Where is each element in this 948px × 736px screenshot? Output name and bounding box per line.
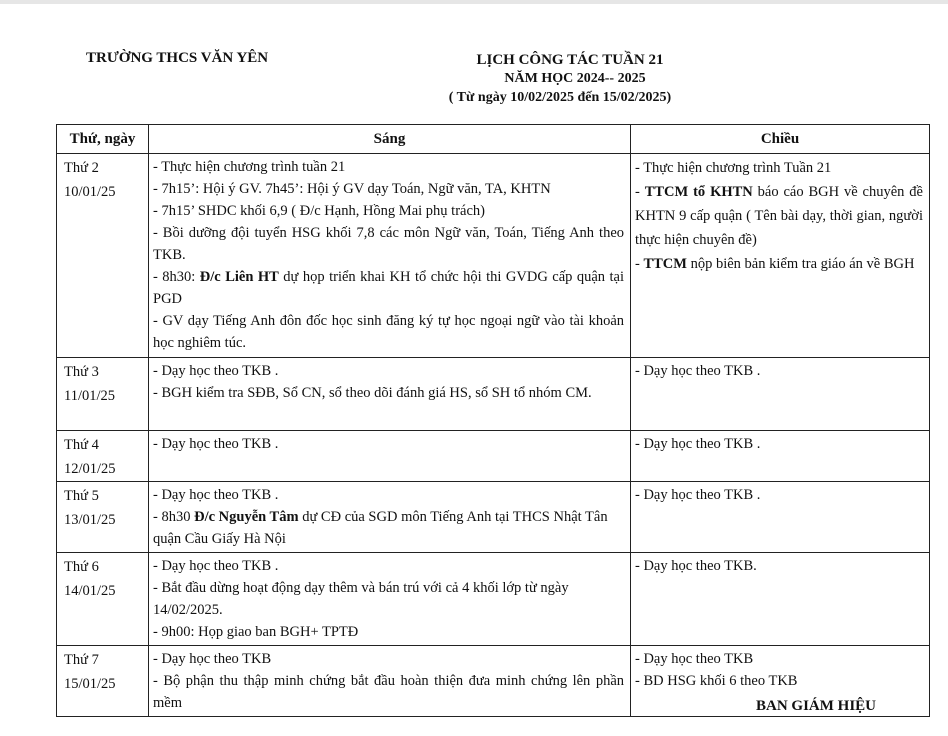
day-cell [57,431,149,482]
day-name: Thứ 3 [64,364,99,380]
header-morning: Sáng [149,125,631,154]
morning-item: - 7h15’: Hội ý GV. 7h45’: Hội ý GV dạy Toán, Ngữ văn, TA, KHTN [153,181,551,197]
day-cell [57,646,149,717]
afternoon-item: - Dạy học theo TKB [635,651,754,667]
morning-item: - Bộ phận thu thập minh chứng bắt đầu hoàn thiện đưa minh chứng lên phần mềm [153,673,624,711]
document-title [400,50,740,108]
schedule-table [56,124,930,717]
morning-item: - BGH kiểm tra SĐB, Sổ CN, sổ theo dõi đánh giá HS, sổ SH tổ nhóm CM. [153,385,592,401]
morning-item-rest: dự họp triển khai KH tổ chức hội thi GVDG cấp quận tại PGD [153,269,625,307]
day-date: 13/01/25 [64,512,116,528]
morning-cell [149,553,631,646]
morning-cell [149,358,631,431]
morning-item-prefix: - 8h30 [153,509,195,525]
afternoon-cell [631,482,930,553]
morning-item: - Dạy học theo TKB [153,651,272,667]
day-cell [57,553,149,646]
afternoon-item: - Dạy học theo TKB. [635,558,757,574]
school-name: TRƯỜNG THCS VĂN YÊN [86,50,269,66]
table-row [57,431,930,482]
day-date: 15/01/25 [64,676,116,692]
title-line-2: NĂM HỌC 2024-- 2025 [504,71,646,86]
morning-item: - Thực hiện chương trình tuần 21 [153,159,346,175]
day-cell [57,154,149,358]
afternoon-cell [631,553,930,646]
title-line-3: ( Từ ngày 10/02/2025 đến 15/02/2025) [448,90,672,105]
morning-item: - Dạy học theo TKB . [153,436,279,452]
afternoon-item-bold: TTCM tổ KHTN [644,184,753,200]
day-date: 12/01/25 [64,461,116,477]
morning-item: - Dạy học theo TKB . [153,363,279,379]
table-row [57,482,930,553]
afternoon-item-prefix: - [635,184,645,200]
morning-cell [149,482,631,553]
day-cell [57,358,149,431]
signature-label: BAN GIÁM HIỆU [756,698,877,714]
morning-item-rest: dự CĐ của SGD môn Tiếng Anh tại THCS Nhật Tân quận Cầu Giấy Hà Nội [153,509,608,547]
morning-cell [149,431,631,482]
afternoon-item: - Thực hiện chương trình Tuần 21 [635,160,832,176]
day-date: 11/01/25 [64,388,116,404]
day-cell [57,482,149,553]
day-name: Thứ 5 [64,488,99,504]
afternoon-item [635,252,923,276]
morning-item-bold: Đ/c Nguyễn Tâm [194,509,299,525]
table-header-row [57,125,930,154]
table-row [57,154,930,358]
morning-cell [149,646,631,717]
afternoon-cell [631,154,930,358]
morning-item-prefix: - 8h30: [153,269,200,285]
morning-item: - Dạy học theo TKB . [153,487,279,503]
top-border [0,0,948,4]
morning-item: - Bồi dưỡng đội tuyển HSG khối 7,8 các môn Ngữ văn, Toán, Tiếng Anh theo TKB. [153,225,624,263]
title-line-1: LỊCH CÔNG TÁC TUẦN 21 [476,52,664,68]
day-name: Thứ 2 [64,160,99,176]
morning-item-bold: Đ/c Liên HT [199,269,279,285]
header-afternoon: Chiều [631,125,930,154]
afternoon-item: - Dạy học theo TKB . [635,363,761,379]
morning-item [153,506,624,550]
morning-item: - Dạy học theo TKB . [153,558,279,574]
afternoon-item: - Dạy học theo TKB . [635,487,761,503]
afternoon-cell [631,431,930,482]
afternoon-item-bold: TTCM [643,256,687,272]
day-name: Thứ 7 [64,652,99,668]
morning-cell [149,154,631,358]
morning-item: - GV dạy Tiếng Anh đôn đốc học sinh đăng ký tự học ngoại ngữ vào tài khoản học nghiêm túc. [153,313,624,351]
table-row [57,553,930,646]
day-date: 10/01/25 [64,184,116,200]
afternoon-item-prefix: - [635,256,644,272]
morning-item [153,266,624,310]
afternoon-item-rest: nộp biên bản kiểm tra giáo án về BGH [686,256,915,272]
afternoon-item: - BD HSG khối 6 theo TKB [635,673,798,689]
day-name: Thứ 6 [64,559,99,575]
afternoon-item: - Dạy học theo TKB . [635,436,761,452]
header-day: Thứ, ngày [57,125,149,154]
afternoon-item-rest: báo cáo BGH về chuyên đề KHTN 9 cấp quận ( Tên bài dạy, thời gian, người thực hiện chuyên đề) [635,184,923,248]
afternoon-cell [631,358,930,431]
afternoon-item [635,180,923,252]
day-name: Thứ 4 [64,437,99,453]
day-date: 14/01/25 [64,583,116,599]
morning-item: - Bắt đầu dừng hoạt động dạy thêm và bán trú với cả 4 khối lớp từ ngày 14/02/2025. [153,580,569,618]
morning-item: - 9h00: Họp giao ban BGH+ TPTĐ [153,624,359,640]
table-row [57,358,930,431]
morning-item: - 7h15’ SHDC khối 6,9 ( Đ/c Hạnh, Hồng Mai phụ trách) [153,203,485,219]
